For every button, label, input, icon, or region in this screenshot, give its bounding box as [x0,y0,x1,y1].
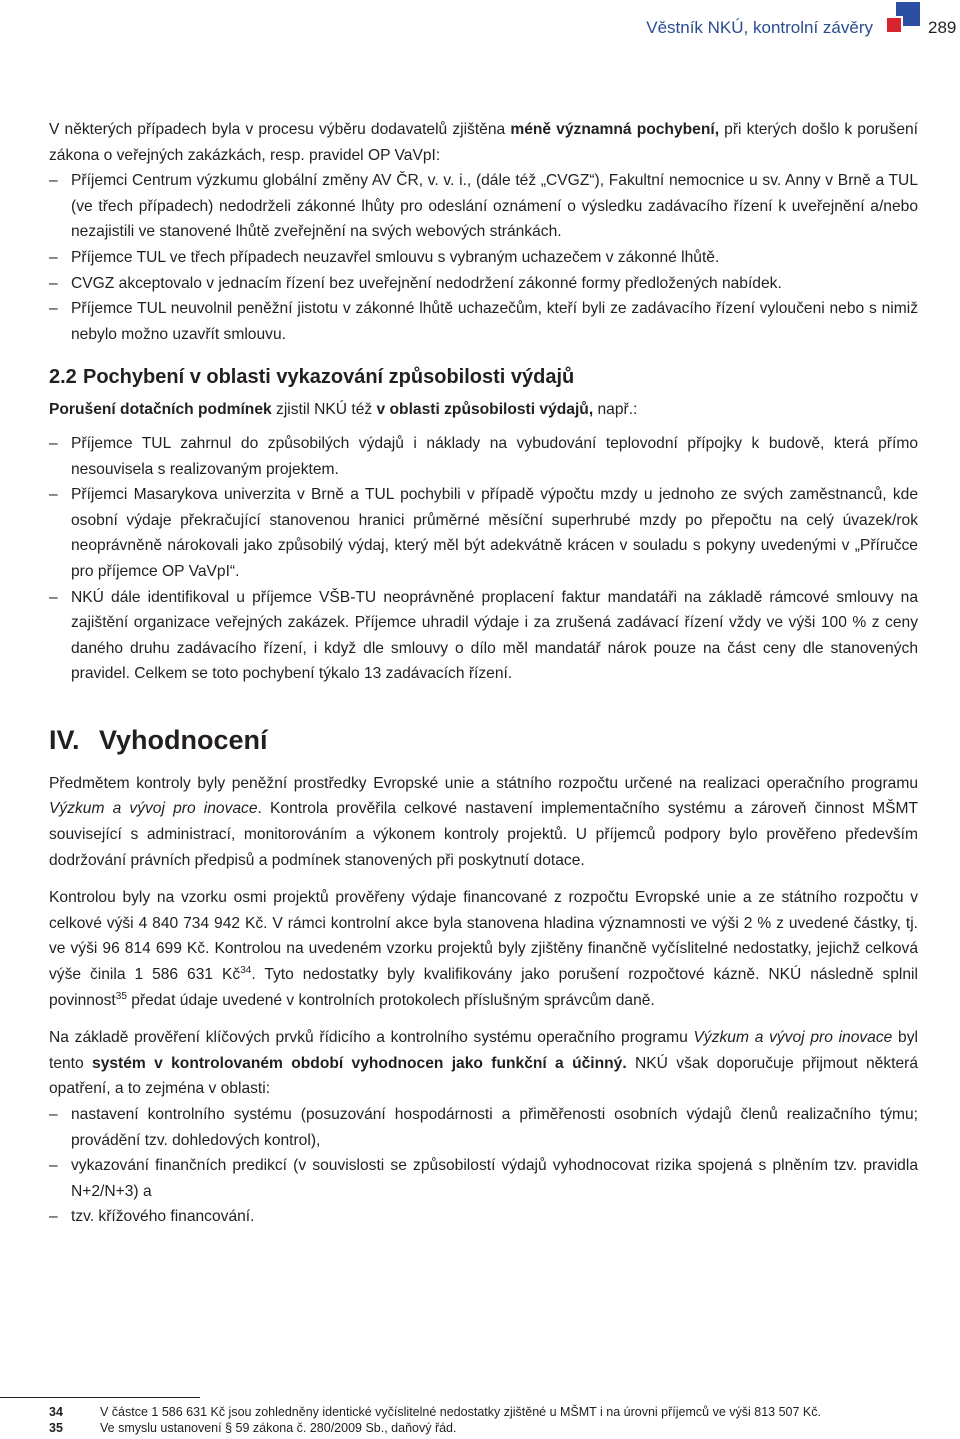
page-number: 289 [928,18,957,37]
evaluation-paragraph-3: Na základě prověření klíčových prvků řídicího a kontrolního systému operačního programu Výzkum a vývoj pro inovace byl tento systém v kontrolovaném období vyhodnocen jako funkční a účinný. NKÚ však doporučuje přijmout některá opatření, a to zejména v oblasti: [49,1029,918,1098]
eligibility-findings-list [49,431,918,687]
intro-paragraph: V některých případech byla v procesu výběru dodavatelů zjištěna méně významná pochybení, při kterých došlo k porušení zákona o veřejných zakázkách, resp. pravidel OP VaVpI: [49,121,918,164]
vendor-selection-findings-list [49,168,918,347]
list-item: – Příjemce TUL zahrnul do způsobilých výdajů i náklady na vybudování teplovodní přípojky k budově, která přímo nesouvisela s realizovaným projektem. [49,431,918,482]
list-item: – Příjemce TUL ve třech případech neuzavřel smlouvu s vybraným uchazečem v zákonné lhůtě. [49,245,918,271]
recommendations-list [49,1102,918,1230]
list-item: – Příjemci Masarykova univerzita v Brně a TUL pochybili v případě výpočtu mzdy u jednoho ze svých zaměstnanců, kde osobní výdaje překračující stanovenou hranici průměrné měsíční superhrubé mzdy po přepočtu na celý úvazek/rok neoprávněně nárokovali jako způsobilý výdaj, který měl být adekvátně krácen v souladu s pokyny uvedenými v „Příručce pro příjemce OP VaVpI“. [49,482,918,584]
footnotes [49,1404,929,1436]
nku-logo-icon [885,2,921,40]
list-item: – nastavení kontrolního systému (posuzování hospodárnosti a přiměřenosti osobních výdajů členů realizačního týmu; provádění tzv. dohledových kontrol), [49,1102,918,1153]
list-item: – Příjemce TUL neuvolnil peněžní jistotu v zákonné lhůtě uchazečům, kteří byli ze zadávacího řízení vyloučeni nebo s nimiž nebylo možno uzavřít smlouvu. [49,296,918,347]
section-2-2-heading: 2.2 Pochybení v oblasti vykazování způsobilosti výdajů [49,366,575,389]
footnote-divider [0,1397,200,1398]
page-content [49,117,918,1230]
list-item: – vykazování finančních predikcí (v souvislosti se způsobilostí výdajů vyhodnocovat rizika spojená s plněním tzv. pravidla N+2/N+3) a [49,1153,918,1204]
list-item: – tzv. křížového financování. [49,1204,918,1230]
footnote-ref-34: 34 [240,964,252,976]
footnote-34: 34 V částce 1 586 631 Kč jsou zohledněny identické vyčíslitelné nedostatky zjištěné u MŠMT i na úrovni příjemců ve výši 813 507 Kč. [49,1405,821,1419]
list-item: – CVGZ akceptovalo v jednacím řízení bez uveřejnění nedodržení zákonné formy předložených nabídek. [49,271,918,297]
footnote-ref-35: 35 [115,990,127,1002]
evaluation-paragraph-2: Kontrolou byly na vzorku osmi projektů prověřeny výdaje financované z rozpočtu Evropské unie a ze státního rozpočtu v celkové výši 4 840 734 942 Kč. V rámci kontrolní akce byla stanovena hladina významnosti ve výši 2 % z uvedené částky, tj. ve výši 96 814 699 Kč. Kontrolou na uvedeném vzorku projektů byly zjištěny finančně vyčíslitelné nedostatky, jejichž celková výše činila 1 586 631 $Kč^{34}$. Tyto nedostatky byly kvalifikovány jako porušení rozpočtové kázně. NKÚ následně splnil povinnost$^{35}$ předat údaje uvedené v kontrolních protokolech příslušným správcům daně. [49,889,918,1009]
list-item: – Příjemci Centrum výzkumu globální změny AV ČR, v. v. i., (dále též „CVGZ“), Fakultní nemocnice u sv. Anny v Brně a TUL (ve třech případech) nedodrželi zákonné lhůty pro odeslání oznámení o výsledku zadávacího řízení k uveřejnění a/nebo nezajistili ve stanovené lhůtě zveřejnění na svých webových stránkách. [49,168,918,245]
evaluation-paragraph-1: Předmětem kontroly byly peněžní prostředky Evropské unie a státního rozpočtu určené na realizaci operačního programu Výzkum a vývoj pro inovace. Kontrola prověřila celkové nastavení implementačního systému a zároveň činnost MŠMT související s administrací, monitorováním a výkonem kontroly projektů. U příjemců podpory bylo prověřeno především dodržování právních předpisů a podmínek stanovených při poskytnutí dotace. [49,774,918,869]
footnote-35: 35 Ve smyslu ustanovení § 59 zákona č. 280/2009 Sb., daňový řád. [49,1421,457,1435]
publication-title: Věstník NKÚ, kontrolní závěry [646,18,873,37]
section-2-2-lead: Porušení dotačních podmínek zjistil NKÚ též v oblasti způsobilosti výdajů, např.: [49,401,638,419]
page-header [0,0,960,60]
section-iv-heading: IV. Vyhodnocení [49,724,268,755]
list-item: – NKÚ dále identifikoval u příjemce VŠB-TU neoprávněné proplacení faktur mandatáři na základě rámcové smlouvy na zajištění organizace veřejných zakázek. Příjemce uhradil výdaje i za zrušená zadávací řízení vždy ve výši 100 % z ceny daného druhu zadávacího řízení, i když dle smlouvy o dílo měl mandatář nárok pouze na část ceny dle stanovených pravidel. Celkem se toto pochybení týkalo 13 zadávacích řízení. [49,585,918,687]
